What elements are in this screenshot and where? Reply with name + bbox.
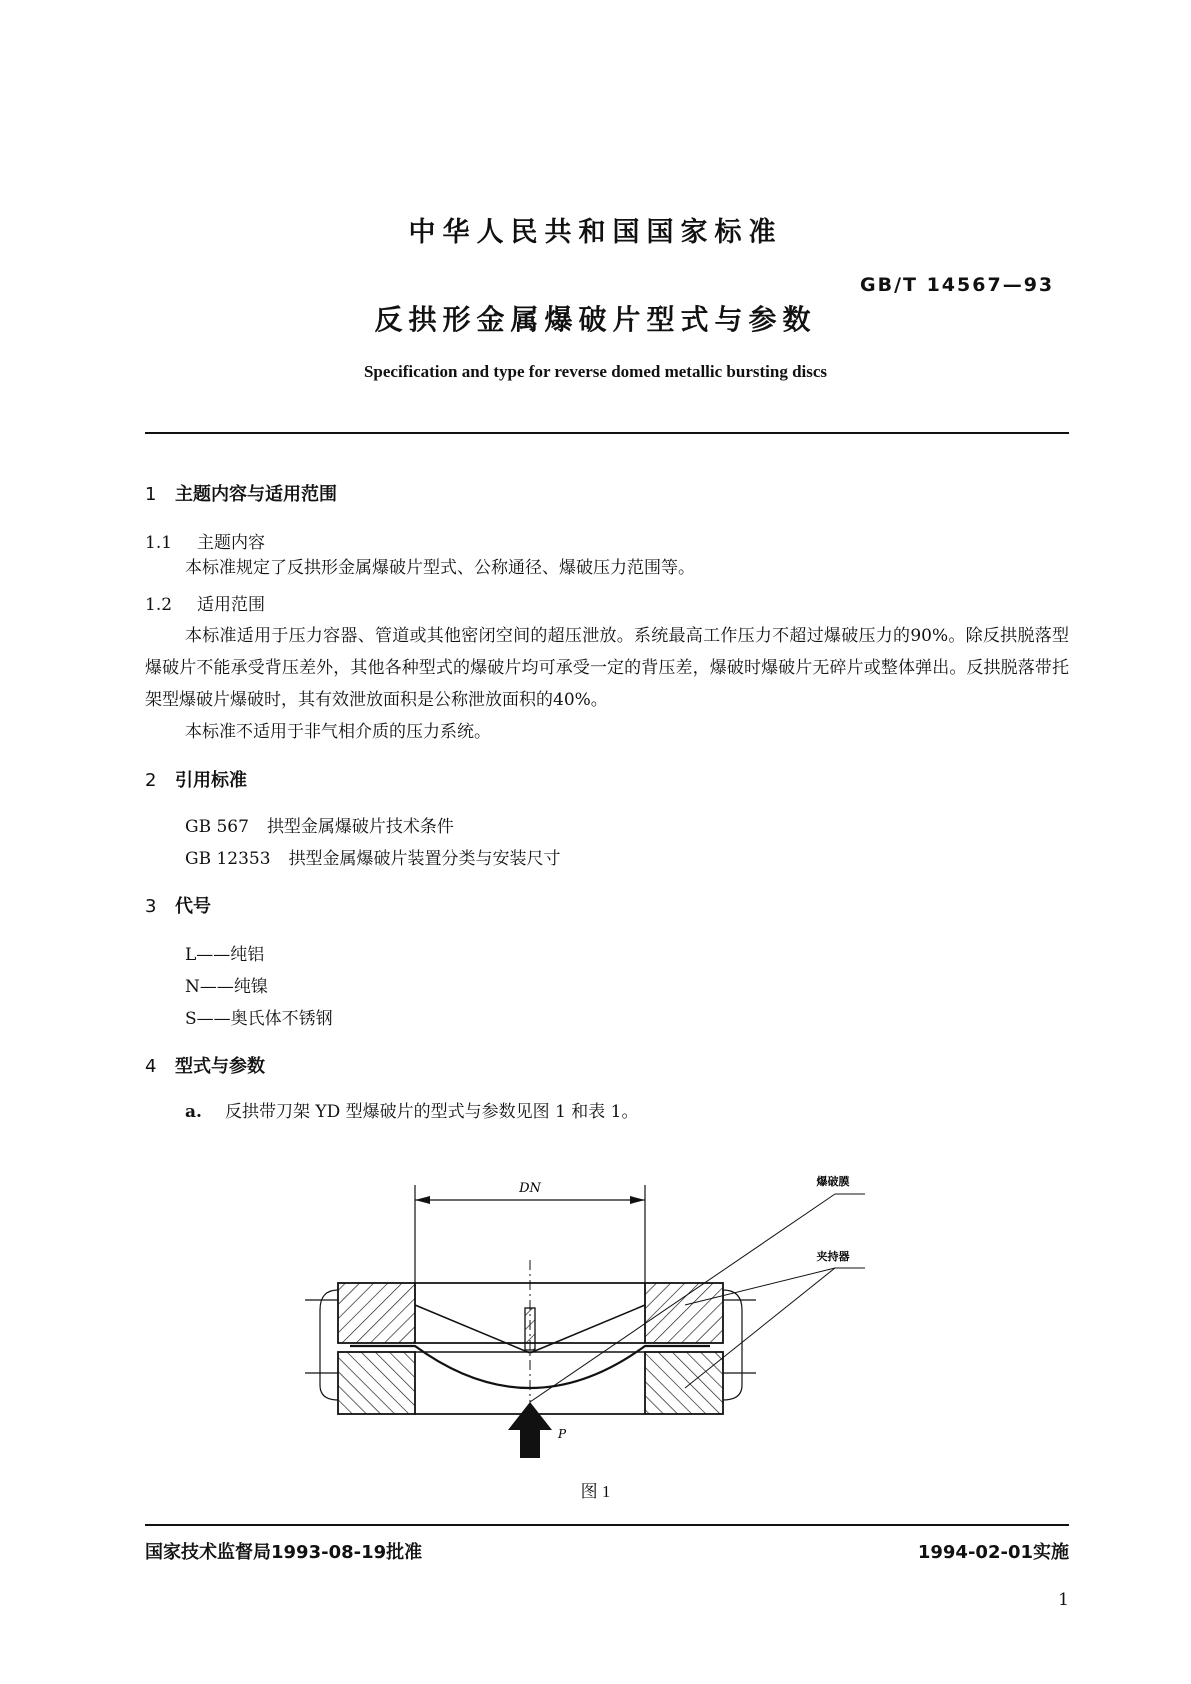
section-1-1-heading <box>145 528 265 553</box>
section-4-item-a <box>185 1100 639 1124</box>
upper-holder-left <box>338 1283 415 1343</box>
section-1-heading <box>145 480 337 506</box>
section-title: 引用标准 <box>175 770 247 791</box>
reference-item <box>185 812 454 837</box>
section-3-heading <box>145 892 211 918</box>
header-divider <box>145 432 1069 434</box>
standard-code: GB/T 14567—93 <box>860 274 1055 296</box>
section-number: 2 <box>145 770 157 791</box>
section-title: 代号 <box>175 896 211 917</box>
symbol-item: L——纯铝 <box>185 945 265 965</box>
approval-date: 国家技术监督局1993-08-19批准 <box>145 1542 423 1563</box>
symbol-item: S——奥氏体不锈钢 <box>185 1009 333 1029</box>
item-text: 反拱带刀架 YD 型爆破片的型式与参数见图 1 和表 1。 <box>225 1102 639 1122</box>
upper-holder-right <box>645 1283 723 1343</box>
item-label: a. <box>185 1102 202 1122</box>
section-title: 主题内容 <box>197 533 265 553</box>
footer-divider <box>145 1524 1069 1526</box>
pressure-arrow-icon <box>508 1402 552 1458</box>
section-1-2-heading <box>145 590 265 615</box>
section-title: 适用范围 <box>197 595 265 615</box>
reference-code: GB 567 <box>185 817 249 837</box>
section-title: 型式与参数 <box>175 1056 265 1077</box>
section-1-2-text-2: 本标准不适用于非气相介质的压力系统。 <box>185 722 491 742</box>
lower-holder-left <box>338 1352 415 1414</box>
reference-item <box>185 844 561 869</box>
section-number: 3 <box>145 896 157 917</box>
bolt-left <box>305 1290 338 1400</box>
national-standard-heading: 中华人民共和国国家标准 <box>408 217 783 248</box>
figure-1-bursting-disc-diagram <box>290 1140 930 1470</box>
lower-holder-right <box>645 1352 723 1414</box>
section-title: 主题内容与适用范围 <box>175 484 337 505</box>
reference-name: 拱型金属爆破片装置分类与安装尺寸 <box>288 849 561 869</box>
section-number: 1 <box>145 484 157 505</box>
section-2-heading <box>145 766 247 792</box>
effective-date: 1994-02-01实施 <box>917 1542 1069 1563</box>
pressure-label: P <box>558 1427 567 1441</box>
reference-name: 拱型金属爆破片技术条件 <box>266 817 454 837</box>
section-number: 1.2 <box>145 595 173 615</box>
document-title: 反拱形金属爆破片型式与参数 <box>374 303 817 336</box>
page-number: 1 <box>1058 1590 1069 1610</box>
figure-caption: 图 1 <box>580 1482 611 1501</box>
section-1-1-text: 本标准规定了反拱形金属爆破片型式、公称通径、爆破压力范围等。 <box>185 558 695 578</box>
document-title-english: Specification and type for reverse domed metallic bursting discs <box>363 362 828 381</box>
dn-label: DN <box>519 1181 541 1196</box>
holder-label: 夹持器 <box>816 1250 850 1263</box>
membrane-label: 爆破膜 <box>816 1175 850 1188</box>
section-number: 1.1 <box>145 533 173 553</box>
section-number: 4 <box>145 1056 157 1077</box>
reference-code: GB 12353 <box>185 849 271 869</box>
symbol-item: N——纯镍 <box>185 977 268 997</box>
section-4-heading <box>145 1052 265 1078</box>
section-1-2-text: 本标准适用于压力容器、管道或其他密闭空间的超压泄放。系统最高工作压力不超过爆破压力的90%。除反拱脱落型爆破片不能承受背压差外，其他各种型式的爆破片均可承受一定的背压差，爆破时爆破片无碎片或整体弹出。反拱脱落带托架型爆破片爆破时，其有效泄放面积是公称泄放面积的40%。 <box>145 626 1069 710</box>
